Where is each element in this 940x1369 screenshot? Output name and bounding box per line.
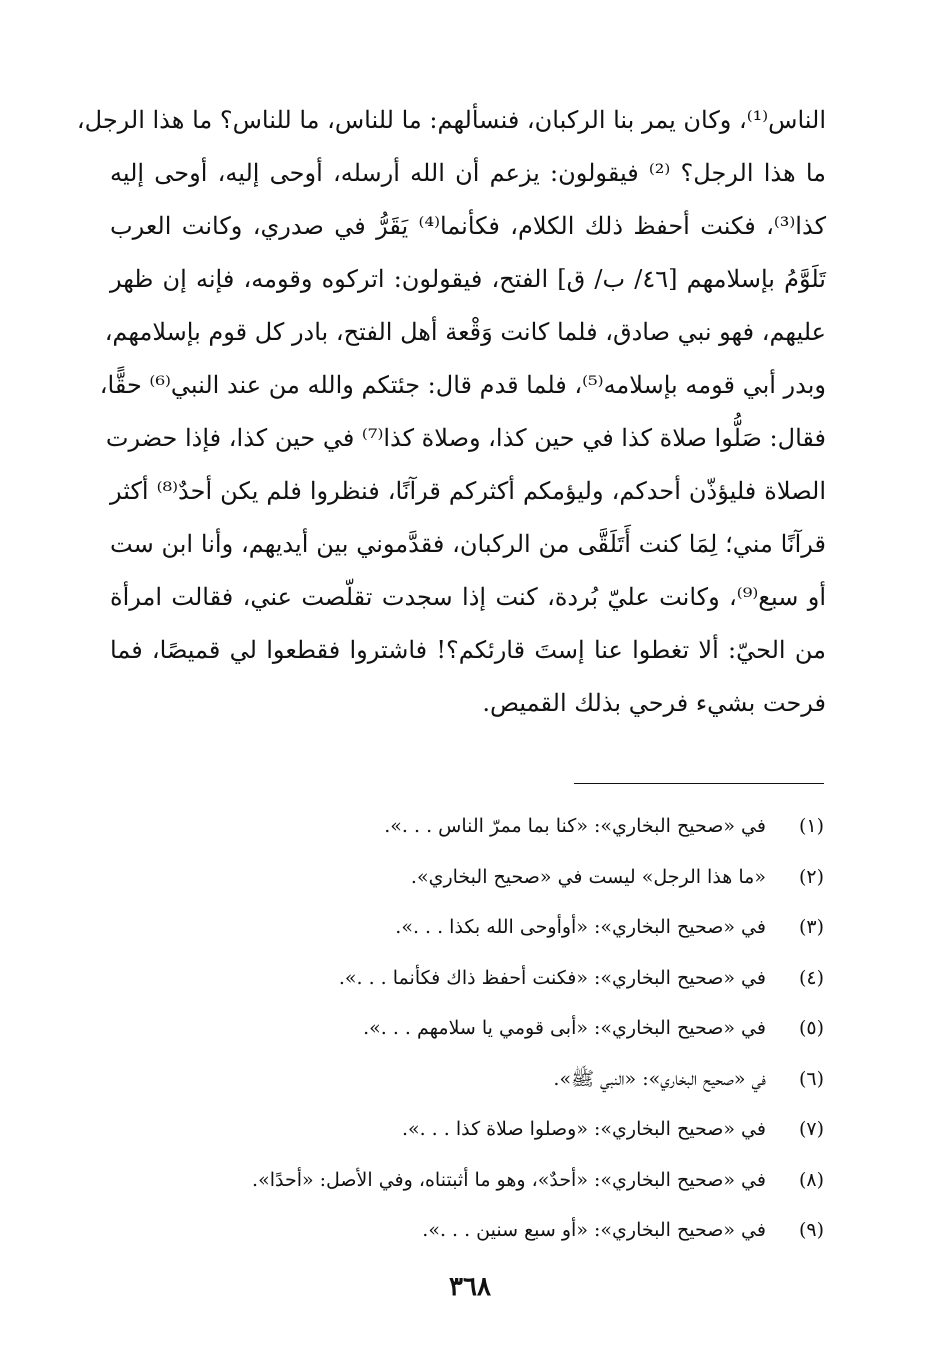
footnote-text: في «صحيح البخاري»: «النبي ﷺ».: [553, 1067, 766, 1090]
footnote-text: في «صحيح البخاري»: «وصلوا صلاة كذا . . .».: [401, 1118, 766, 1140]
footnote-text: في «صحيح البخاري»: «أوأوحى الله بكذا . . .».: [395, 916, 766, 938]
text-line: الصلاة فليؤذّن أحدكم، وليؤمكم أكثركم قرآنًا، فنظروا فلم يكن أحدٌ⁽⁸⁾ أكثر: [110, 477, 826, 505]
footnote-number: (٤): [798, 966, 824, 989]
text-line: كذا⁽³⁾، فكنت أحفظ ذلك الكلام، فكأنما⁽⁴⁾ يَقَرُّ في صدري، وكانت العرب: [110, 212, 826, 240]
footnote-text: في «صحيح البخاري»: «فكنت أحفظ ذاك فكأنما . . .».: [338, 966, 766, 989]
footnote-text: في «صحيح البخاري»: «كنا بما ممرّ الناس . . .».: [384, 815, 766, 837]
text-line: ما هذا الرجل؟ ⁽²⁾ فيقولون: يزعم أن الله أرسله، أوحى إليه، أوحى إليه: [110, 159, 827, 187]
footnote-number: (٢): [798, 865, 824, 888]
text-line: الناس⁽¹⁾، وكان يمر بنا الركبان، فنسألهم: ما للناس، ما للناس؟ ما هذا الرجل،: [76, 106, 826, 134]
footnote-number: (١): [798, 815, 824, 837]
text-line: تَلَوَّمُ بإسلامهم [٤٦/ ب/ ق] الفتح، فيقولون: اتركوه وقومه، فإنه إن ظهر: [110, 265, 826, 293]
footnote: [110, 953, 824, 1004]
footnote: [110, 1205, 824, 1256]
footnote-number: (٧): [798, 1118, 824, 1140]
footnote-number: (٨): [798, 1168, 824, 1191]
text-line: فرحت بشيء فرحي بذلك القميص.: [482, 689, 826, 717]
footnote-text: في «صحيح البخاري»: «أحدٌ»، وهو ما أثبتناه، وفي الأصل: «أحدًا».: [252, 1168, 766, 1191]
main-text-block: [76, 94, 827, 730]
text-line: من الحيّ: ألا تغطوا عنا إستَ قارئكم؟! فاشتروا فقطعوا لي قميصًا، فما: [110, 636, 826, 664]
footnote: [110, 902, 824, 953]
text-line: قرآنًا مني؛ لِمَا كنت أَتَلَقَّى من الركبان، فقدَّموني بين أيديهم، وأنا ابن ست: [110, 530, 826, 558]
footnote: [110, 801, 824, 852]
footnote: [110, 1054, 824, 1105]
footnote: [110, 1003, 824, 1054]
text-line: فقال: صَلُّوا صلاة كذا في حين كذا، وصلاة كذا⁽⁷⁾ في حين كذا، فإذا حضرت: [105, 424, 826, 452]
text-line: عليهم، فهو نبي صادق، فلما كانت وَقْعة أهل الفتح، بادر كل قوم بإسلامهم،: [104, 318, 826, 346]
footnote-number: (٣): [798, 916, 824, 938]
footnote-number: (٥): [798, 1017, 824, 1039]
page-number: ٣٦٨: [449, 1272, 491, 1302]
text-line: وبدر أبي قومه بإسلامه⁽⁵⁾، فلما قدم قال: جئتكم والله من عند النبي⁽⁶⁾ حقًّا،: [99, 371, 826, 399]
footnote-text: «ما هذا الرجل» ليست في «صحيح البخاري».: [410, 865, 766, 888]
footnote: [110, 852, 824, 903]
footnote-number: (٩): [798, 1219, 824, 1241]
footnote: [110, 1155, 824, 1206]
footnote-text: في «صحيح البخاري»: «أبى قومي يا سلامهم . . .».: [363, 1017, 766, 1039]
footnote-text: في «صحيح البخاري»: «أو سبع سنين . . .».: [422, 1219, 766, 1241]
footnote-number: (٦): [798, 1067, 824, 1090]
text-line: أو سبع⁽⁹⁾، وكانت عليّ بُردة، كنت إذا سجدت تقلّصت عني، فقالت امرأة: [110, 583, 827, 611]
footnote: [110, 1104, 824, 1155]
footnote-divider: [574, 783, 824, 784]
footnotes-block: [110, 801, 824, 1256]
